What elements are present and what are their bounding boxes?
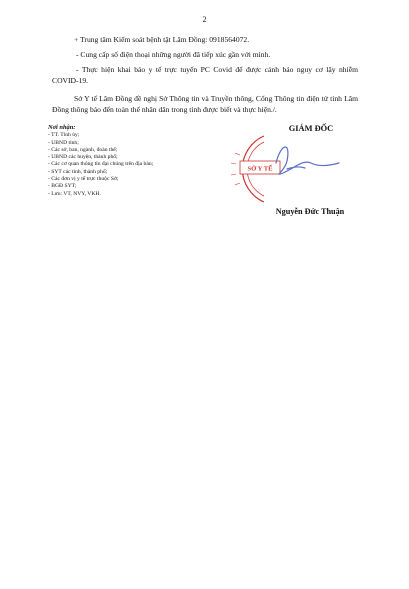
recipient-item: - TT. Tỉnh ủy;: [48, 132, 80, 139]
recipient-item: - SYT các tỉnh, thành phố;: [48, 168, 108, 175]
stamp-rim-marks: [231, 153, 240, 185]
recipient-item: - Các cơ quan thông tin đại chúng trên địa bàn;: [48, 161, 154, 168]
stamp-text: SỞ Y TẾ: [247, 165, 273, 173]
paragraph-hotline: + Trung tâm Kiểm soát bệnh tật Lâm Đồng: 0918564072.: [74, 35, 250, 44]
signature-title: GIÁM ĐỐC: [288, 124, 334, 133]
recipient-item: - UBND tỉnh;: [48, 139, 79, 146]
recipient-item: - Lưu: VT, NVY, VKH.: [48, 190, 101, 197]
recipient-item: - UBND các huyện, thành phố;: [48, 154, 118, 161]
recipient-item: - BGĐ SYT;: [48, 183, 77, 190]
paragraph-request: Sở Y tế Lâm Đồng đề nghị Sở Thông tin và Truyền thông, Cổng Thông tin điện tử tỉnh Lâm Đồng thông báo đến toàn thể nhân dân trong tỉnh được biết và thực hiện./.: [52, 94, 358, 114]
recipient-item: - Các sở, ban, ngành, đoàn thể;: [48, 146, 118, 153]
paragraph-contact-numbers: - Cung cấp số điện thoại những người đã tiếp xúc gần với mình.: [76, 50, 271, 59]
signer-name: Nguyễn Đức Thuận: [275, 207, 345, 216]
official-stamp: [221, 133, 351, 205]
recipient-item: - Các đơn vị y tế trực thuộc Sở;: [48, 176, 119, 183]
recipients-title: Nơi nhận:: [48, 124, 76, 131]
handwritten-signature: [276, 147, 339, 174]
page-number: 2: [202, 15, 207, 24]
paragraph-health-declaration: - Thực hiện khai báo y tế trực tuyến PC Covid để được cảnh báo nguy cơ lây nhiễm COVID-19.: [52, 65, 358, 85]
